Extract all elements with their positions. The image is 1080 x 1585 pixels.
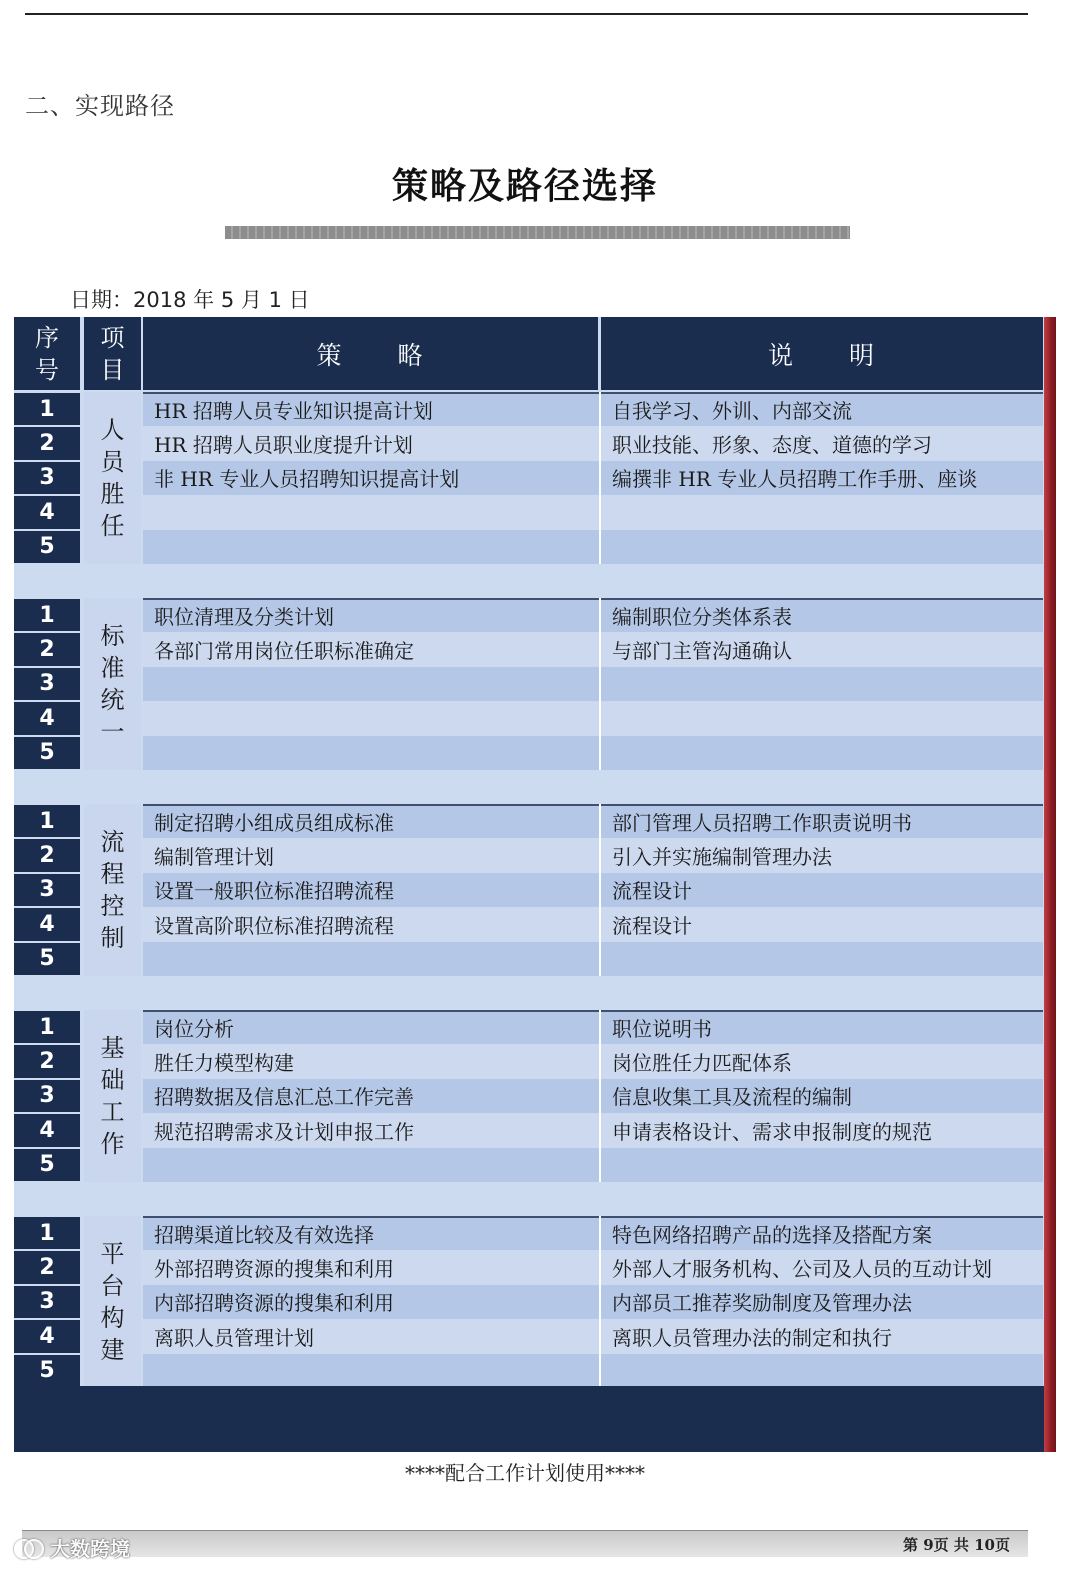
date-year-unit: 年: [193, 288, 215, 312]
header-seq: [14, 317, 80, 390]
description-cell: 引入并实施编制管理办法: [612, 845, 832, 870]
strategy-cell: 制定招聘小组成员组成标准: [154, 810, 394, 835]
row-number: 4: [14, 496, 80, 528]
date-year: 2018: [133, 288, 187, 312]
group-item-char: 控: [100, 892, 125, 920]
strategy-cell: HR 招聘人员专业知识提高计划: [154, 398, 433, 423]
row-number: 1: [14, 599, 80, 631]
header-seq-char: 号: [35, 355, 59, 384]
row-number: 5: [14, 943, 80, 975]
group-item-char: 建: [100, 1336, 125, 1364]
row-number: 2: [14, 839, 80, 871]
date-month: 5: [220, 288, 235, 312]
group-separator: [14, 770, 1044, 802]
table-row: [143, 495, 1043, 529]
date-day-unit: 日: [288, 288, 310, 312]
row-number: 2: [14, 1251, 80, 1283]
table-row: [143, 942, 1043, 978]
group-item-char: 工: [100, 1098, 125, 1126]
group-item-label: [84, 392, 141, 564]
group-item-char: 作: [100, 1130, 125, 1158]
table-row: [143, 838, 1043, 872]
header-item: [84, 317, 141, 390]
row-number: 5: [14, 737, 80, 769]
row-number: 3: [14, 462, 80, 494]
row-number: 2: [14, 633, 80, 665]
group-item-char: 平: [100, 1240, 125, 1268]
table-footer-band: [14, 1386, 1044, 1452]
description-cell: 职业技能、形象、态度、道德的学习: [612, 433, 932, 458]
header-seq-char: 序: [35, 323, 59, 352]
group-item-label: [84, 804, 141, 976]
row-number: 3: [14, 1080, 80, 1112]
watermark-logo-icon: [14, 1537, 44, 1559]
strategy-cell: 岗位分析: [154, 1016, 234, 1041]
description-cell: 编制职位分类体系表: [612, 604, 792, 629]
strategy-cell: 胜任力模型构建: [154, 1051, 294, 1076]
group-item-label: [84, 1216, 141, 1388]
description-cell: 外部人才服务机构、公司及人员的互动计划: [612, 1257, 992, 1282]
column-divider: [599, 1010, 601, 1182]
table-row: [143, 1010, 1043, 1046]
page-title: 策略及路径选择: [391, 165, 658, 207]
header-item-char: 目: [100, 355, 125, 384]
row-number: 5: [14, 1149, 80, 1181]
column-divider: [599, 392, 601, 564]
group-item-char: 构: [100, 1304, 125, 1332]
strategy-cell: 职位清理及分类计划: [154, 604, 334, 629]
row-number: 4: [14, 702, 80, 734]
strategy-cell: 各部门常用岗位任职标准确定: [154, 639, 414, 664]
group-item-char: 标: [100, 622, 125, 650]
strategy-cell: 非 HR 专业人员招聘知识提高计划: [154, 467, 460, 492]
description-cell: 离职人员管理办法的制定和执行: [612, 1325, 892, 1350]
date-month-unit: 月: [240, 288, 262, 312]
table-row: [143, 701, 1043, 735]
table-row: [143, 736, 1043, 772]
group-item-char: 台: [100, 1272, 125, 1300]
row-number: 1: [14, 393, 80, 425]
description-cell: 内部员工推荐奖励制度及管理办法: [612, 1291, 912, 1316]
group-item-char: 员: [100, 448, 125, 476]
description-cell: 申请表格设计、需求申报制度的规范: [612, 1119, 932, 1144]
strategy-cell: 外部招聘资源的搜集和利用: [154, 1257, 394, 1282]
top-rule: [25, 13, 1028, 15]
footnote: ****配合工作计划使用****: [405, 1461, 645, 1485]
row-number: 3: [14, 874, 80, 906]
description-cell: 流程设计: [612, 913, 692, 938]
date-label: 日期：: [70, 288, 133, 312]
table-row: [143, 1354, 1043, 1390]
strategy-cell: 编制管理计划: [154, 845, 274, 870]
strategy-cell: 设置高阶职位标准招聘流程: [154, 913, 394, 938]
description-cell: 与部门主管沟通确认: [612, 639, 792, 664]
date-line: [70, 284, 310, 314]
table-row: [143, 667, 1043, 701]
group-item-char: 基: [100, 1034, 125, 1062]
group-item-char: 础: [100, 1066, 125, 1094]
row-number: 1: [14, 1011, 80, 1043]
strategy-cell: 规范招聘需求及计划申报工作: [154, 1119, 414, 1144]
strategy-cell: HR 招聘人员职业度提升计划: [154, 433, 413, 458]
column-divider: [599, 598, 601, 770]
title-underline-bar: [225, 226, 850, 239]
group-separator: [14, 976, 1044, 1008]
column-divider: [599, 1216, 601, 1388]
page-number: 第 9页 共 10页: [903, 1536, 1010, 1554]
group-item-char: 准: [100, 654, 125, 682]
group-item-char: 统: [100, 686, 125, 714]
date-day: 1: [268, 288, 282, 312]
group-item-char: 胜: [100, 480, 125, 508]
group-item-char: 一: [100, 718, 125, 746]
row-number: 5: [14, 1355, 80, 1387]
row-number: 1: [14, 805, 80, 837]
strategy-cell: 招聘数据及信息汇总工作完善: [154, 1085, 414, 1110]
strategy-cell: 离职人员管理计划: [154, 1325, 314, 1350]
row-number: 2: [14, 1045, 80, 1077]
column-divider: [599, 804, 601, 976]
header-description: 说 明: [601, 317, 1043, 390]
description-cell: 自我学习、外训、内部交流: [612, 398, 852, 423]
row-number: 2: [14, 427, 80, 459]
watermark-text: 大数跨境: [50, 1537, 130, 1561]
group-separator: [14, 564, 1044, 596]
table-row: [143, 1148, 1043, 1184]
header-strategy: 策 略: [143, 317, 598, 390]
row-number: 4: [14, 908, 80, 940]
page-footer: [22, 1530, 1028, 1557]
description-cell: 信息收集工具及流程的编制: [612, 1085, 852, 1110]
group-item-char: 流: [100, 828, 125, 856]
table-row: [143, 530, 1043, 566]
strategy-cell: 招聘渠道比较及有效选择: [154, 1222, 374, 1247]
group-item-char: 人: [100, 416, 125, 444]
description-cell: 部门管理人员招聘工作职责说明书: [612, 810, 912, 835]
group-item-char: 程: [100, 860, 125, 888]
watermark: [14, 1533, 130, 1562]
description-cell: 职位说明书: [612, 1016, 712, 1041]
row-number: 5: [14, 531, 80, 563]
header-item-char: 项: [100, 323, 125, 352]
strategy-cell: 设置一般职位标准招聘流程: [154, 879, 394, 904]
row-number: 1: [14, 1217, 80, 1249]
description-cell: 岗位胜任力匹配体系: [612, 1051, 792, 1076]
row-number: 4: [14, 1320, 80, 1352]
row-number: 3: [14, 668, 80, 700]
group-item-label: [84, 1010, 141, 1182]
strategy-cell: 内部招聘资源的搜集和利用: [154, 1291, 394, 1316]
group-separator: [14, 1182, 1044, 1214]
group-item-char: 制: [100, 924, 125, 952]
section-heading: 二、实现路径: [25, 92, 175, 120]
description-cell: 流程设计: [612, 879, 692, 904]
group-item-label: [84, 598, 141, 770]
group-item-char: 任: [100, 512, 125, 540]
table-side-edge: [1044, 317, 1056, 1452]
row-number: 4: [14, 1114, 80, 1146]
description-cell: 特色网络招聘产品的选择及搭配方案: [612, 1222, 932, 1247]
description-cell: 编撰非 HR 专业人员招聘工作手册、座谈: [612, 467, 978, 492]
row-number: 3: [14, 1286, 80, 1318]
